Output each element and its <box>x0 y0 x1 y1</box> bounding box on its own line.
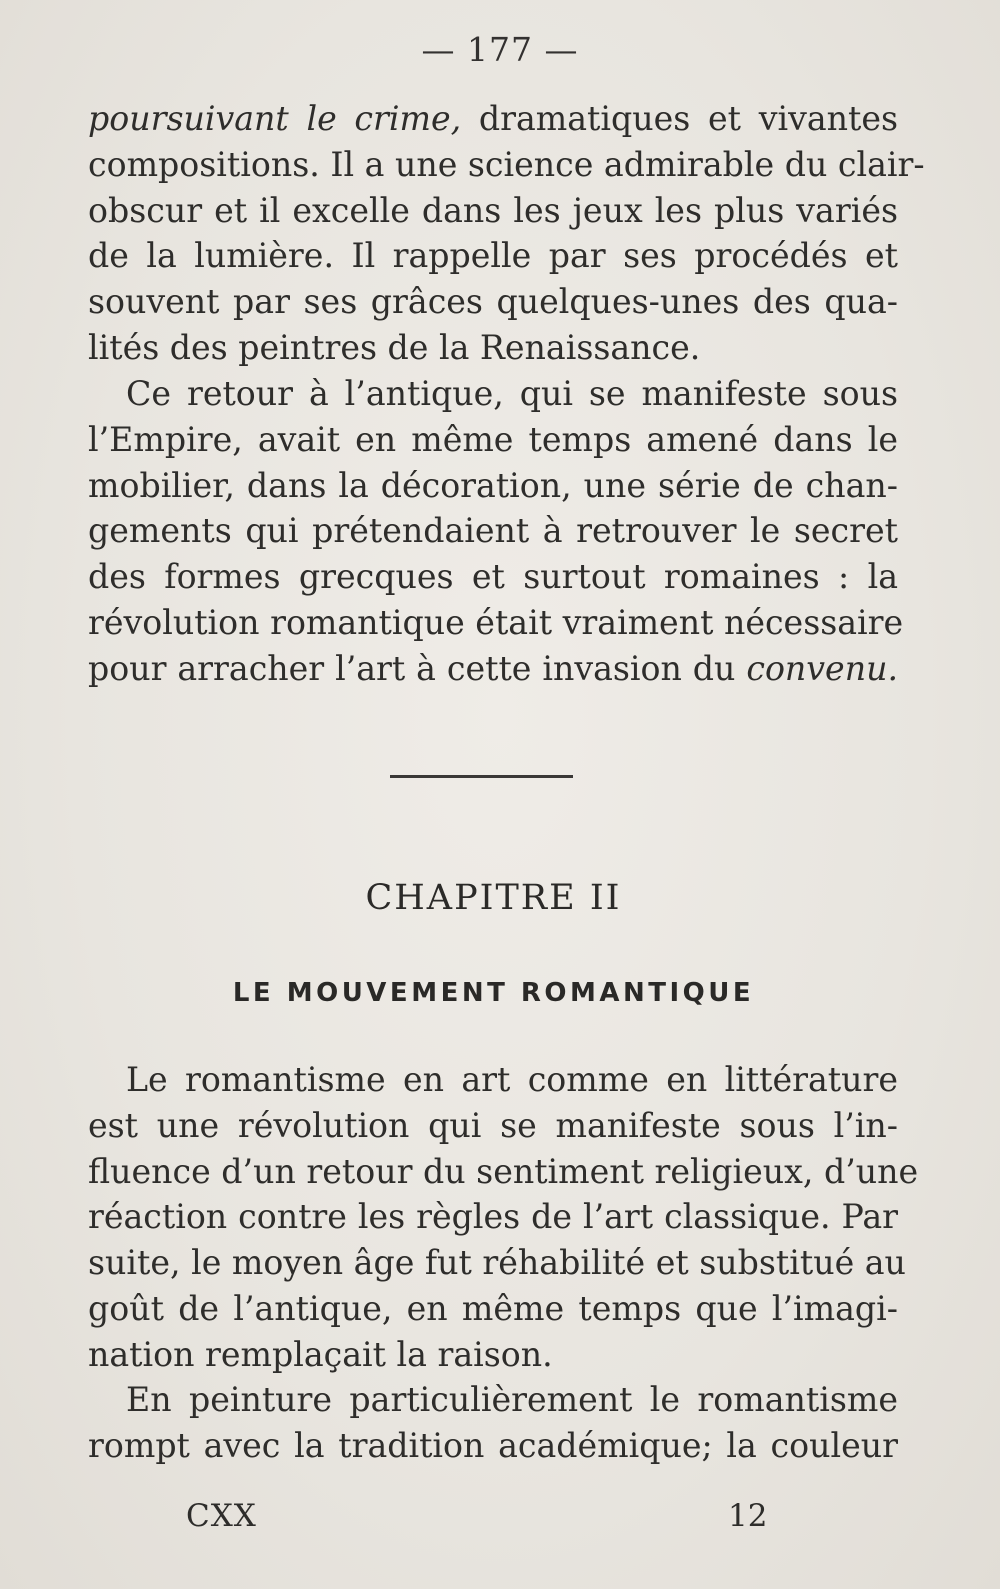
text-line: Ce retour à l’antique, qui se manifeste sous <box>126 374 898 413</box>
text-line: de la lumière. Il rappelle par ses procédés et <box>88 236 898 276</box>
gathering-number: 12 <box>728 1498 768 1534</box>
signature-mark: CXX <box>186 1498 257 1534</box>
text-line: des formes grecques et surtout romaines : la <box>88 557 898 597</box>
text-segment: pour arracher l’art à cette invasion du <box>88 648 747 688</box>
text-segment: dramatiques et vivantes <box>461 99 898 138</box>
text-line: lités des peintres de la Renaissance. <box>88 327 701 367</box>
text-line <box>88 96 898 142</box>
text-line: révolution romantique était vraiment nécessaire <box>88 602 904 642</box>
text-line: gements qui prétendaient à retrouver le secret <box>88 511 898 551</box>
text-line: nation remplaçait la raison. <box>88 1334 553 1374</box>
paragraph-continuation <box>88 96 925 371</box>
text-line: goût de l’antique, en même temps que l’imagi- <box>88 1288 898 1328</box>
text-line: réaction contre les règles de l’art classique. Par <box>88 1197 898 1237</box>
paragraph-romantisme <box>88 1057 919 1378</box>
paragraph-peinture <box>88 1377 898 1469</box>
section-divider <box>390 775 573 778</box>
paragraph-empire <box>88 371 904 692</box>
text-line: compositions. Il a une science admirable du clair- <box>88 144 925 184</box>
text-line: fluence d’un retour du sentiment religieux, d’une <box>88 1151 919 1191</box>
chapter-subtitle: LE MOUVEMENT ROMANTIQUE <box>232 978 755 1008</box>
italic-phrase: poursuivant le crime, <box>88 99 462 138</box>
text-line <box>88 646 898 692</box>
text-line: mobilier, dans la décoration, une série de chan- <box>88 465 898 505</box>
page-number: — 177 — <box>421 30 579 69</box>
text-line: l’Empire, avait en même temps amené dans le <box>88 419 898 459</box>
text-line: suite, le moyen âge fut réhabilité et substitué au <box>88 1243 906 1283</box>
chapter-title: CHAPITRE II <box>365 878 622 918</box>
text-line: rompt avec la tradition académique; la couleur <box>88 1425 898 1465</box>
italic-phrase: convenu. <box>746 648 898 688</box>
text-line: Le romantisme en art comme en littérature <box>126 1060 898 1099</box>
text-line: est une révolution qui se manifeste sous l’in- <box>88 1105 898 1145</box>
text-line: obscur et il excelle dans les jeux les plus variés <box>88 190 898 230</box>
text-line: En peinture particulièrement le romantisme <box>126 1380 898 1419</box>
text-line: souvent par ses grâces quelques-unes des qua- <box>88 282 898 322</box>
